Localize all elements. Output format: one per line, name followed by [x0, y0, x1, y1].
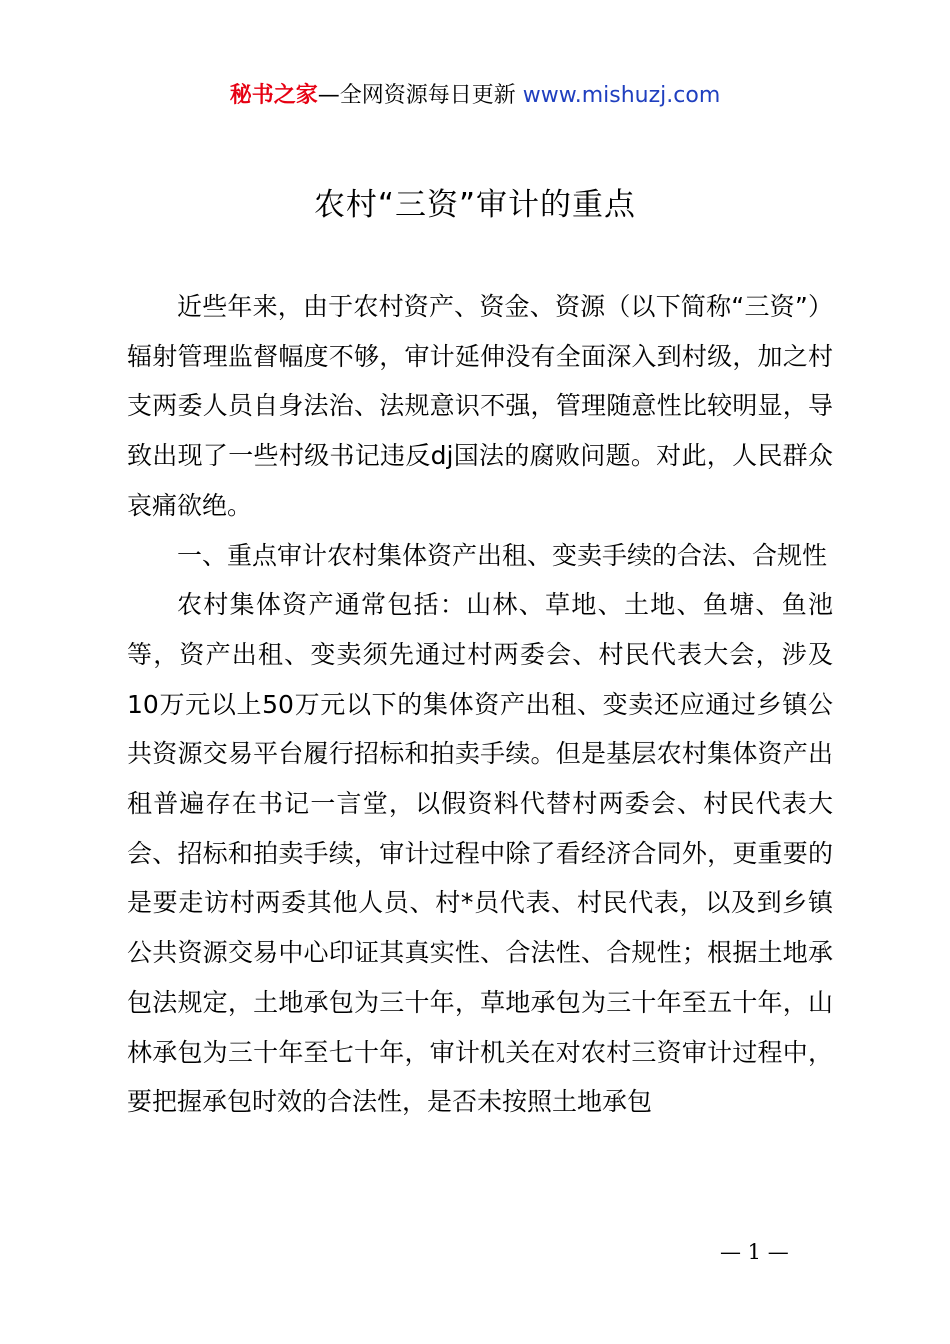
page-number: — 1 — [720, 1240, 789, 1264]
site-header [0, 80, 950, 112]
site-brand: 秘书之家 [229, 83, 318, 108]
header-dash: — [317, 83, 340, 108]
site-tagline: 全网资源每日更新 [339, 83, 523, 108]
section-heading-1: 一、重点审计农村集体资产出租、变卖手续的合法、合规性 [177, 540, 828, 570]
paragraph-intro: 近些年来，由于农村资产、资金、资源（以下简称“三资”）辐射管理监督幅度不够，审计延伸没有全面深入到村级，加之村支两委人员自身法治、法规意识不强，管理随意性比较明显，导致出现了一些村级书记违反dj国法的腐败问题。对此，人民群众哀痛欲绝。 [127, 292, 833, 520]
document-body [127, 282, 833, 1127]
paragraph-section-1: 农村集体资产通常包括：山林、草地、土地、鱼塘、鱼池等，资产出租、变卖须先通过村两委会、村民代表大会，涉及10万元以上50万元以下的集体资产出租、变卖还应通过乡镇公共资源交易平台履行招标和拍卖手续。但是基层农村集体资产出租普遍存在书记一言堂，以假资料代替村两委会、村民代表大会、招标和拍卖手续，审计过程中除了看经济合同外，更重要的是要走访村两委其他人员、村*员代表、村民代表，以及到乡镇公共资源交易中心印证其真实性、合法性、合规性；根据土地承包法规定，土地承包为三十年，草地承包为三十年至五十年，山林承包为三十年至七十年，审计机关在对农村三资审计过程中，要把握承包时效的合法性，是否未按照土地承包 [127, 590, 833, 1117]
site-url-link[interactable]: www.mishuzj.com [522, 83, 721, 108]
document-title: 农村“三资”审计的重点 [313, 187, 637, 223]
